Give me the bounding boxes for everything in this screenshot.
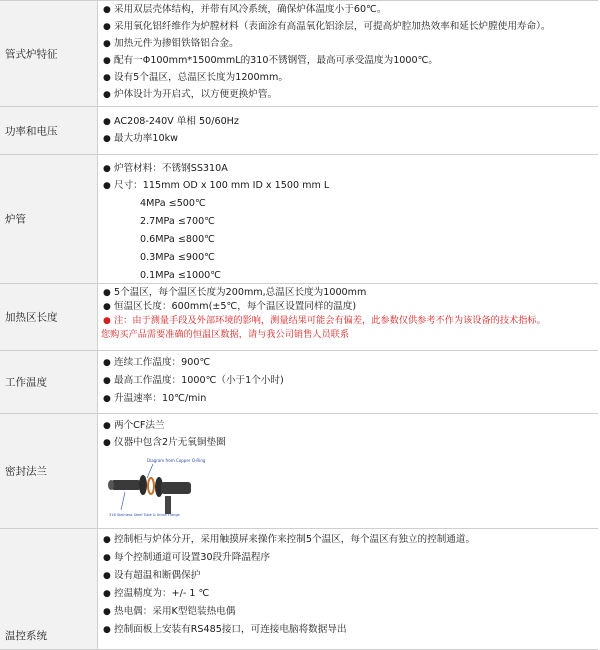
list-item: ● 加热元件为掺钼铁铬铝合金。: [103, 38, 239, 49]
flange-diagram-image: [105, 456, 205, 524]
bullet-icon: ●: [103, 607, 111, 617]
bullet-icon: ●: [103, 117, 111, 127]
list-item: ● 每个控制通道可设置30段升降温程序: [103, 552, 271, 563]
bullet-icon: ●: [103, 438, 111, 448]
row-label: 管式炉特征: [5, 48, 58, 60]
bullet-icon: ●: [103, 571, 111, 581]
bullet-icon: ●: [103, 134, 111, 144]
row-label: 工作温度: [5, 376, 47, 389]
tube-right: [161, 482, 191, 494]
row-value-cell: [98, 529, 598, 649]
row-value-cell: [98, 155, 598, 283]
list-item: ● 升温速率：10℃/min: [103, 393, 207, 404]
list-item: ● 控制柜与炉体分开，采用触摸屏来操作来控制5个温区，每个温区有独立的控制通道。: [103, 534, 476, 545]
row-label-cell: [0, 414, 98, 528]
pressure-rating: 4MPa ≤500℃: [140, 198, 206, 209]
list-item: ● 控制面板上安装有RS485接口，可连接电脑将数据导出: [103, 624, 347, 635]
note-line: ● 注：由于测量手段及外部环境的影响，测量结果可能会有偏差，此参数仅供参考不作为该设备的技术指标。: [103, 315, 546, 326]
pressure-rating: 0.6MPa ≤800℃: [140, 234, 215, 245]
row-value-cell: [98, 351, 598, 413]
pressure-rating: 2.7MPa ≤700℃: [140, 216, 215, 227]
row-label-cell: [0, 284, 98, 350]
tube-end: [108, 480, 114, 490]
bullet-icon: ●: [103, 164, 111, 174]
list-item: ● 最高工作温度：1000℃（小于1个小时): [103, 375, 284, 386]
list-item: ● AC208-240V 单相 50/60Hz: [103, 116, 239, 127]
callout-line: [121, 492, 125, 510]
copper-ring: [148, 478, 154, 494]
pressure-rating: 0.3MPa ≤900℃: [140, 252, 215, 263]
list-item: ● 采用双层壳体结构，并带有风冷系统，确保炉体温度小于60℃。: [103, 4, 387, 15]
row-value-cell: [98, 1, 598, 106]
flange-left: [139, 475, 147, 495]
bullet-icon: ●: [103, 421, 111, 431]
row-label-cell: [0, 529, 98, 649]
list-item: ● 炉体设计为开启式，以方便更换炉管。: [103, 89, 278, 100]
spec-row-temp-control: [0, 529, 598, 650]
tube-left: [111, 480, 141, 490]
list-item: ● 连续工作温度：900℃: [103, 357, 211, 368]
row-label-cell: [0, 155, 98, 283]
bullet-icon: ●: [103, 589, 111, 599]
list-item: ● 热电偶：采用K型铠装热电偶: [103, 606, 236, 617]
bullet-icon: ●: [103, 73, 111, 83]
bullet-icon: ●: [103, 316, 111, 326]
spec-row-heating-zone: [0, 284, 598, 351]
spec-row-power: [0, 107, 598, 155]
row-label: 功率和电压: [5, 125, 58, 137]
row-label: 温控系统: [5, 630, 47, 642]
bullet-icon: ●: [103, 535, 111, 545]
row-value-cell: [98, 414, 598, 528]
row-label: 加热区长度: [5, 311, 58, 324]
note-line: 您购买产品需要准确的恒温区数据，请与我公司销售人员联系: [101, 329, 350, 340]
list-item: ● 两个CF法兰: [103, 420, 165, 431]
diagram-caption: Diagram from Copper O-Ring: [147, 458, 205, 463]
bullet-icon: ●: [103, 288, 111, 298]
list-item: ● 最大功率10kw: [103, 133, 178, 144]
row-label-cell: [0, 1, 98, 106]
spec-row-tube: [0, 155, 598, 284]
bullet-icon: ●: [103, 22, 111, 32]
pressure-rating: 0.1MPa ≤1000℃: [140, 270, 222, 281]
bullet-icon: ●: [103, 394, 111, 404]
row-label-cell: [0, 351, 98, 413]
row-label: 炉管: [5, 213, 26, 226]
spec-row-working-temp: [0, 351, 598, 414]
diagram-subcaption: 316 Stainless Steel Tube & Union Flange: [109, 513, 180, 517]
bullet-icon: ●: [103, 625, 111, 635]
row-value-cell: [98, 107, 598, 154]
bullet-icon: ●: [103, 302, 111, 312]
list-item: ● 恒温区长度：600mm(±5℃，每个温区设置同样的温度): [103, 301, 357, 312]
row-label: 密封法兰: [5, 465, 47, 478]
list-item: ● 控温精度为：+/- 1 ℃: [103, 588, 210, 599]
list-item: ● 炉管材料：不锈钢SS310A: [103, 163, 228, 174]
bullet-icon: ●: [103, 376, 111, 386]
row-label-cell: [0, 107, 98, 154]
bullet-icon: ●: [103, 5, 111, 15]
bullet-icon: ●: [103, 358, 111, 368]
bullet-icon: ●: [103, 90, 111, 100]
bullet-icon: ●: [103, 181, 111, 191]
list-item: ● 尺寸：115mm OD x 100 mm ID x 1500 mm L: [103, 180, 330, 191]
bullet-icon: ●: [103, 39, 111, 49]
spec-row-flange: [0, 414, 598, 529]
list-item: ● 配有一Φ100mm*1500mmL的310不锈钢管，最高可承受温度为1000℃。: [103, 55, 438, 66]
list-item: ● 5个温区，每个温区长度为200mm,总温区长度为1000mm: [103, 287, 367, 298]
list-item: ● 采用氧化铝纤维作为炉膛材料（表面涂有高温氧化铝涂层，可提高炉腔加热效率和延长炉膛使用寿命）。: [103, 21, 551, 32]
spec-row-furnace-features: [0, 1, 598, 107]
list-item: ● 设有5个温区，总温区长度为1200mm。: [103, 72, 288, 83]
bullet-icon: ●: [103, 56, 111, 66]
list-item: ● 仪器中包含2片无氧铜垫圈: [103, 437, 226, 448]
clamp-bolt: [165, 496, 171, 514]
row-value-cell: [98, 284, 598, 350]
bullet-icon: ●: [103, 553, 111, 563]
callout-line: [147, 464, 153, 478]
list-item: ● 设有超温和断偶保护: [103, 570, 201, 581]
